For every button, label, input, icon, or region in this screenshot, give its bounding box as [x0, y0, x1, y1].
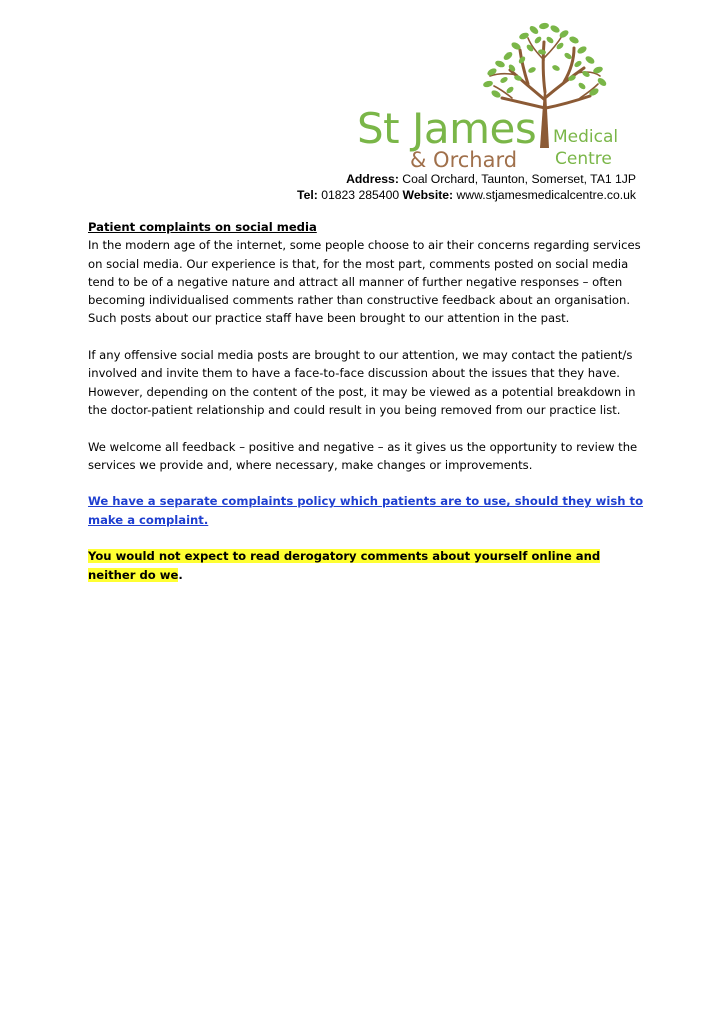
logo-st-james: St James — [357, 104, 537, 153]
website-value: www.stjamesmedicalcentre.co.uk — [453, 188, 636, 202]
complaints-policy-link[interactable]: We have a separate complaints policy which patients are to use, should they wish to make a complaint. — [88, 494, 644, 527]
website-label: Website: — [402, 188, 454, 202]
address-line — [297, 171, 636, 187]
paragraph-1: In the modern age of the internet, some people choose to air their concerns regarding services on social media. Our experience is that, for the most part, comments posted on social media tend to be of a negative nature and attract all manner of further negative responses – often becoming individualised comments rather than constructive feedback about an organisation. Such posts about our practice staff have been brought to our attention in the past. — [88, 238, 641, 326]
practice-logo — [352, 20, 632, 172]
contact-block — [297, 171, 636, 203]
paragraph-2: If any offensive social media posts are brought to our attention, we may contact the patient/s involved and invite them to have a face-to-face discussion about the issues that they have. However, depending on the content of the post, it may be viewed as a potential breakdown in the doctor-patient relationship and could result in you being removed from our practice list. — [88, 348, 636, 417]
address-value: Coal Orchard, Taunton, Somerset, TA1 1JP — [398, 172, 636, 186]
document-body — [88, 218, 648, 584]
highlighted-statement: You would not expect to read derogatory comments about yourself online and neither do we — [88, 549, 601, 582]
statement-period: . — [178, 567, 183, 582]
address-label: Address: — [346, 172, 399, 186]
logo-orchard: & Orchard — [410, 148, 518, 172]
tel-value: 01823 285400 — [317, 188, 403, 202]
logo-medical: Medical — [553, 127, 619, 147]
document-heading: Patient complaints on social media — [88, 220, 317, 234]
tel-line — [297, 187, 636, 203]
tel-label: Tel: — [297, 188, 318, 202]
paragraph-3: We welcome all feedback – positive and negative – as it gives us the opportunity to review the services we provide and, where necessary, make changes or improvements. — [88, 439, 638, 472]
logo-centre: Centre — [555, 149, 612, 169]
